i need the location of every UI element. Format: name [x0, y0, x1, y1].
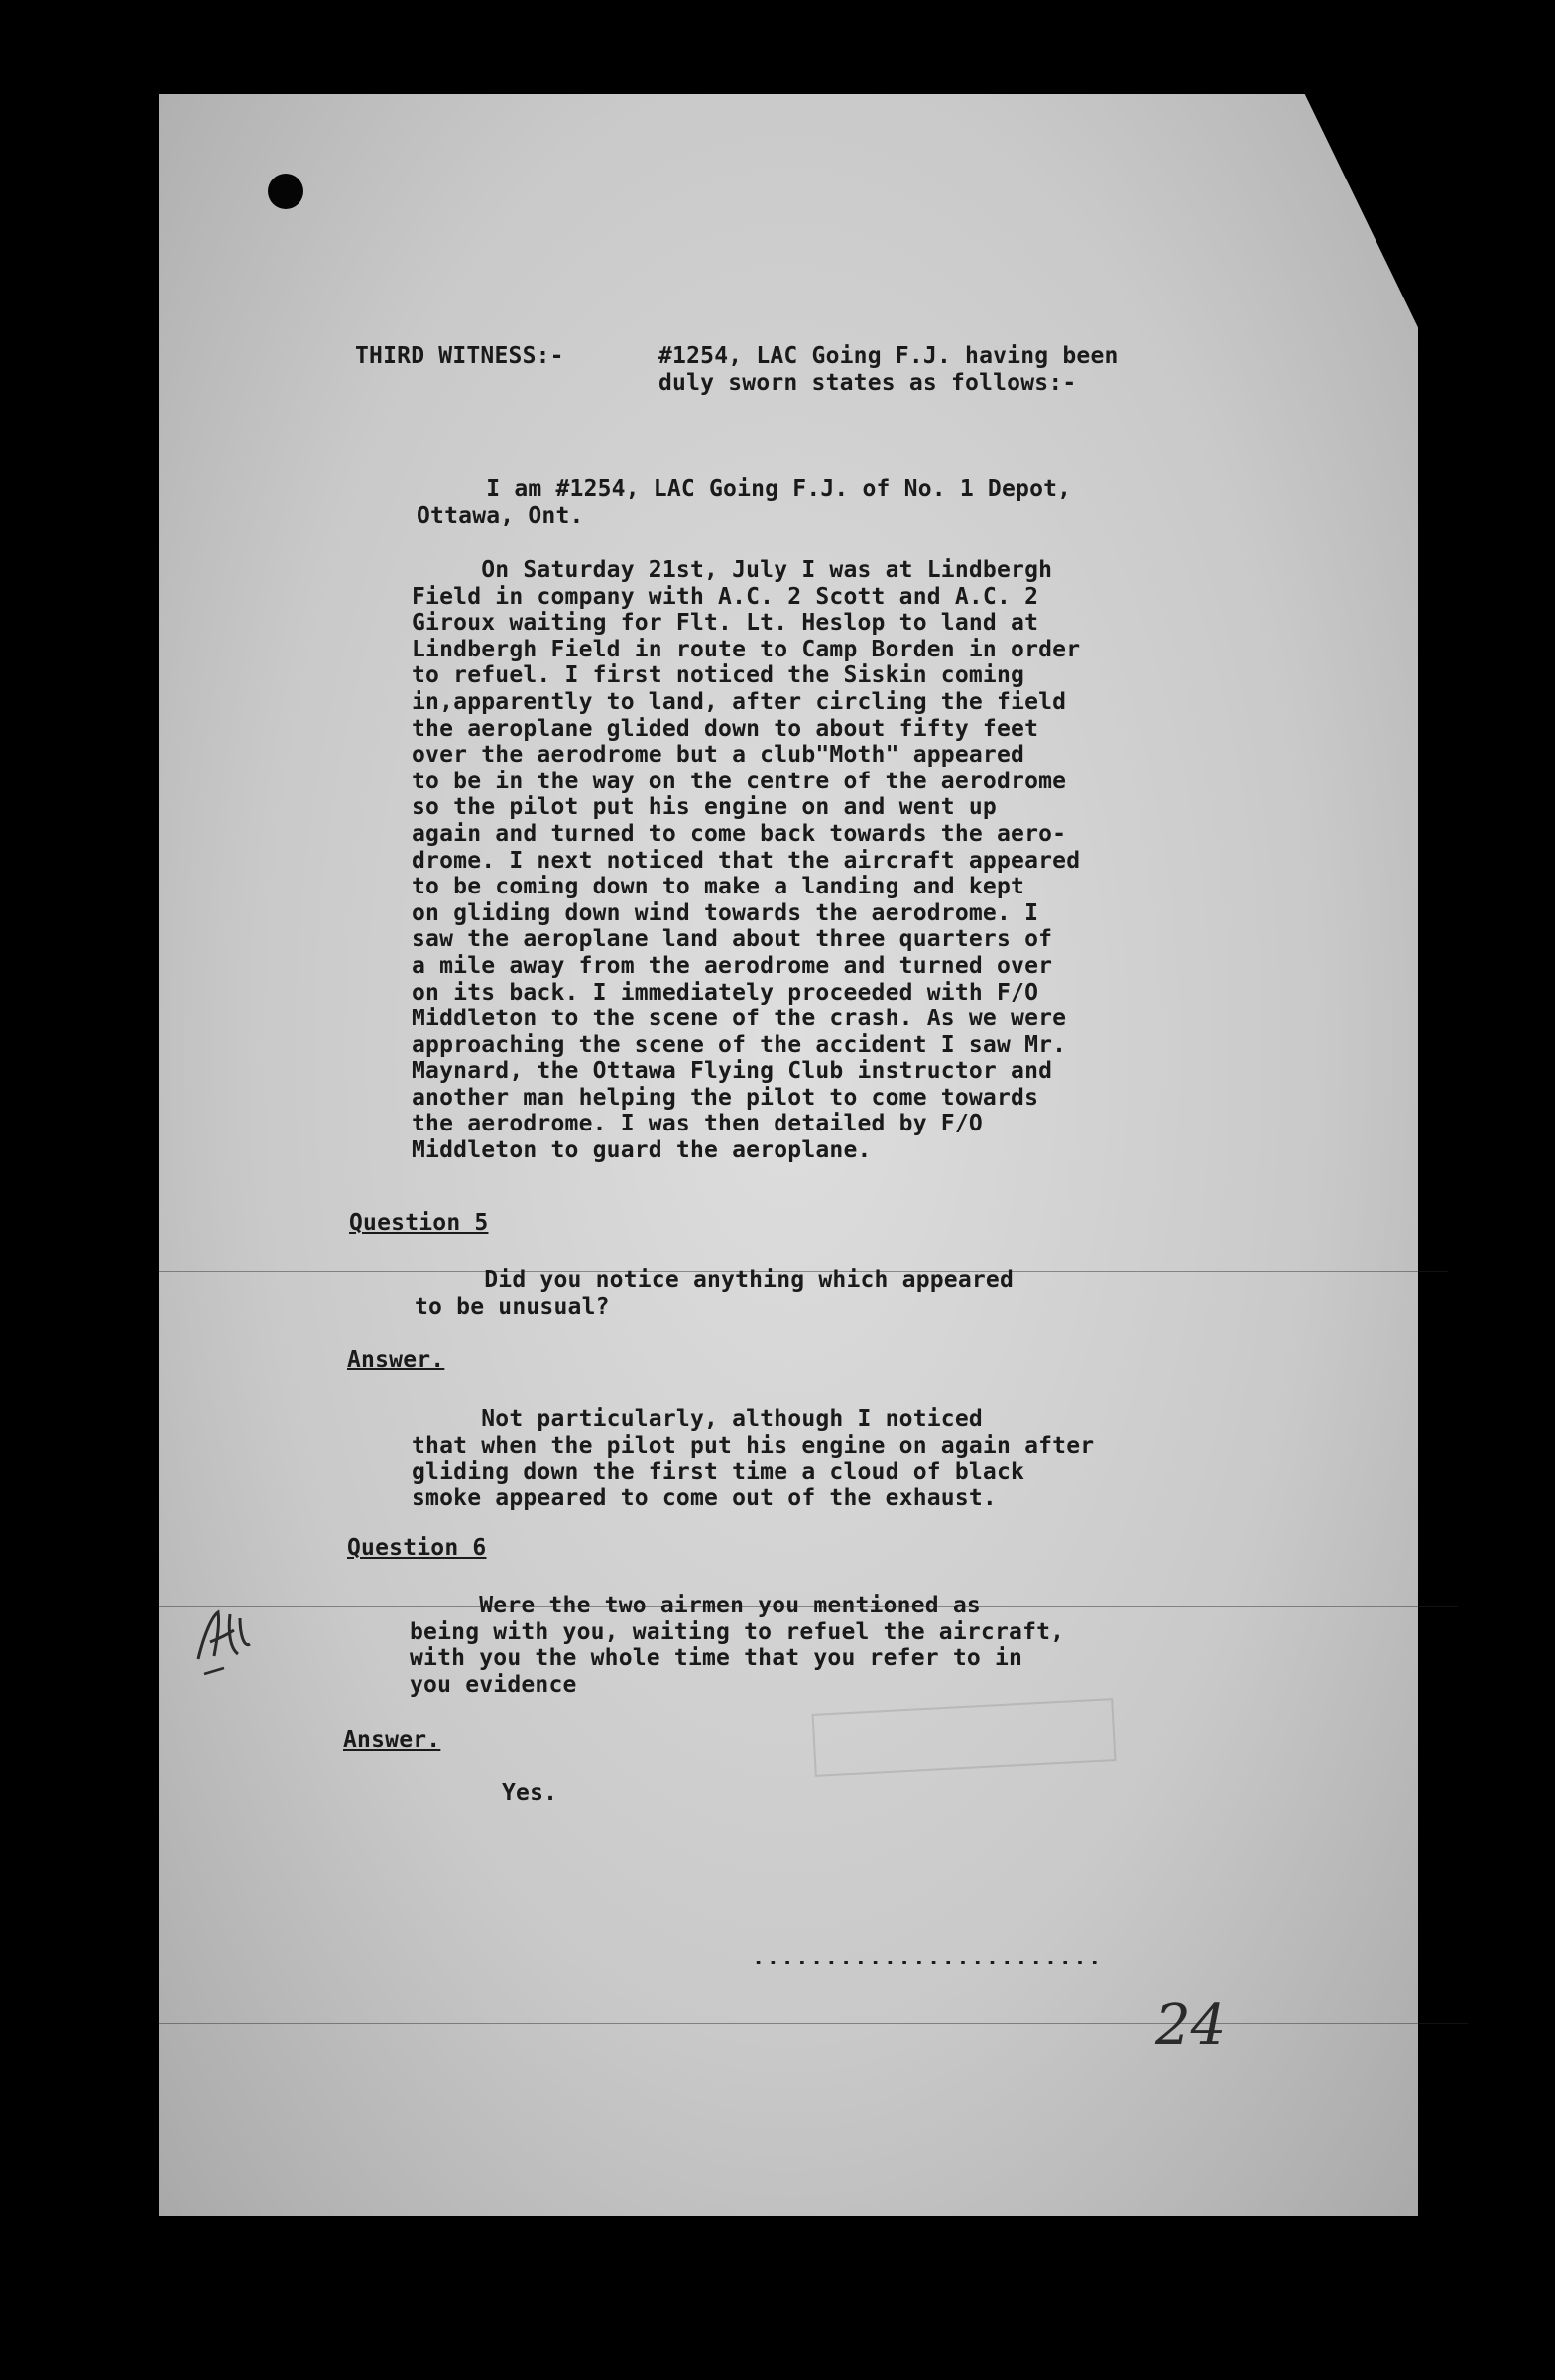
statement-line: Middleton to the scene of the crash. As we were: [412, 1006, 1067, 1032]
page-number: 24: [1155, 1993, 1227, 2058]
statement-opening: [417, 476, 1071, 529]
answer-6-heading: Answer.: [343, 1727, 441, 1753]
statement-line: the aeroplane glided down to about fifty feet: [412, 715, 1039, 742]
statement-line: to be in the way on the centre of the aerodrome: [412, 768, 1067, 794]
statement-line: I am #1254, LAC Going F.J. of No. 1 Depot,: [417, 476, 1072, 502]
punch-hole: [268, 174, 303, 209]
statement-line: drome. I next noticed that the aircraft appeared: [412, 847, 1081, 874]
statement-body: [412, 557, 1080, 1164]
answer-line: Not particularly, although I noticed: [412, 1406, 983, 1432]
witness-intro-line: #1254, LAC Going F.J. having been: [658, 343, 1119, 369]
statement-line: the aerodrome. I was then detailed by F/O: [412, 1111, 983, 1137]
witness-intro-line: duly sworn states as follows:-: [658, 369, 1077, 396]
statement-line: another man helping the pilot to come towards: [412, 1084, 1039, 1111]
question-5-heading: Question 5: [349, 1210, 489, 1236]
answer-line: gliding down the first time a cloud of black: [412, 1459, 1025, 1485]
statement-line: a mile away from the aerodrome and turned over: [412, 952, 1053, 979]
answer-5-heading: Answer.: [347, 1347, 445, 1372]
statement-line: approaching the scene of the accident I saw Mr.: [412, 1031, 1067, 1058]
handwritten-initials: [190, 1605, 260, 1684]
statement-line: to be coming down to make a landing and kept: [412, 874, 1025, 900]
answer-line: that when the pilot put his engine on again after: [412, 1432, 1095, 1459]
statement-line: Lindbergh Field in route to Camp Borden in order: [412, 636, 1081, 662]
statement-line: on its back. I immediately proceeded with F/O: [412, 979, 1039, 1006]
question-line: to be unusual?: [415, 1293, 610, 1320]
statement-line: on gliding down wind towards the aerodrome. I: [412, 899, 1039, 926]
question-6-heading: Question 6: [347, 1535, 487, 1561]
statement-line: in,apparently to land, after circling the field: [412, 688, 1067, 715]
statement-line: Giroux waiting for Flt. Lt. Heslop to land at: [412, 610, 1039, 637]
statement-line: saw the aeroplane land about three quarters of: [412, 926, 1053, 953]
statement-line: over the aerodrome but a club"Moth" appeared: [412, 742, 1025, 769]
question-line: with you the whole time that you refer to in: [410, 1645, 1023, 1671]
question-line: Did you notice anything which appeared: [415, 1267, 1015, 1293]
question-line: you evidence: [410, 1671, 577, 1698]
question-line: Were the two airmen you mentioned as: [410, 1593, 981, 1618]
statement-line: again and turned to come back towards the aero-: [412, 820, 1067, 847]
statement-line: Maynard, the Ottawa Flying Club instructor and: [412, 1058, 1053, 1085]
fold-line: [159, 2023, 1468, 2024]
witness-label: THIRD WITNESS:-: [355, 343, 564, 369]
statement-line: Field in company with A.C. 2 Scott and A.C. 2: [412, 583, 1039, 610]
signature-line: ........................: [752, 1946, 1103, 1970]
witness-intro: [658, 343, 1119, 396]
question-line: being with you, waiting to refuel the aircraft,: [410, 1618, 1065, 1645]
answer-5-text: [412, 1406, 1094, 1511]
question-5-text: [415, 1267, 1014, 1320]
statement-line: On Saturday 21st, July I was at Lindbergh: [412, 557, 1053, 583]
answer-6-text: Yes.: [502, 1780, 558, 1806]
question-6-text: [410, 1593, 1064, 1698]
statement-line: Middleton to guard the aeroplane.: [412, 1137, 872, 1164]
statement-line: Ottawa, Ont.: [417, 502, 584, 529]
statement-line: to refuel. I first noticed the Siskin coming: [412, 662, 1025, 689]
statement-line: so the pilot put his engine on and went up: [412, 794, 997, 821]
answer-line: smoke appeared to come out of the exhaust.: [412, 1485, 997, 1511]
